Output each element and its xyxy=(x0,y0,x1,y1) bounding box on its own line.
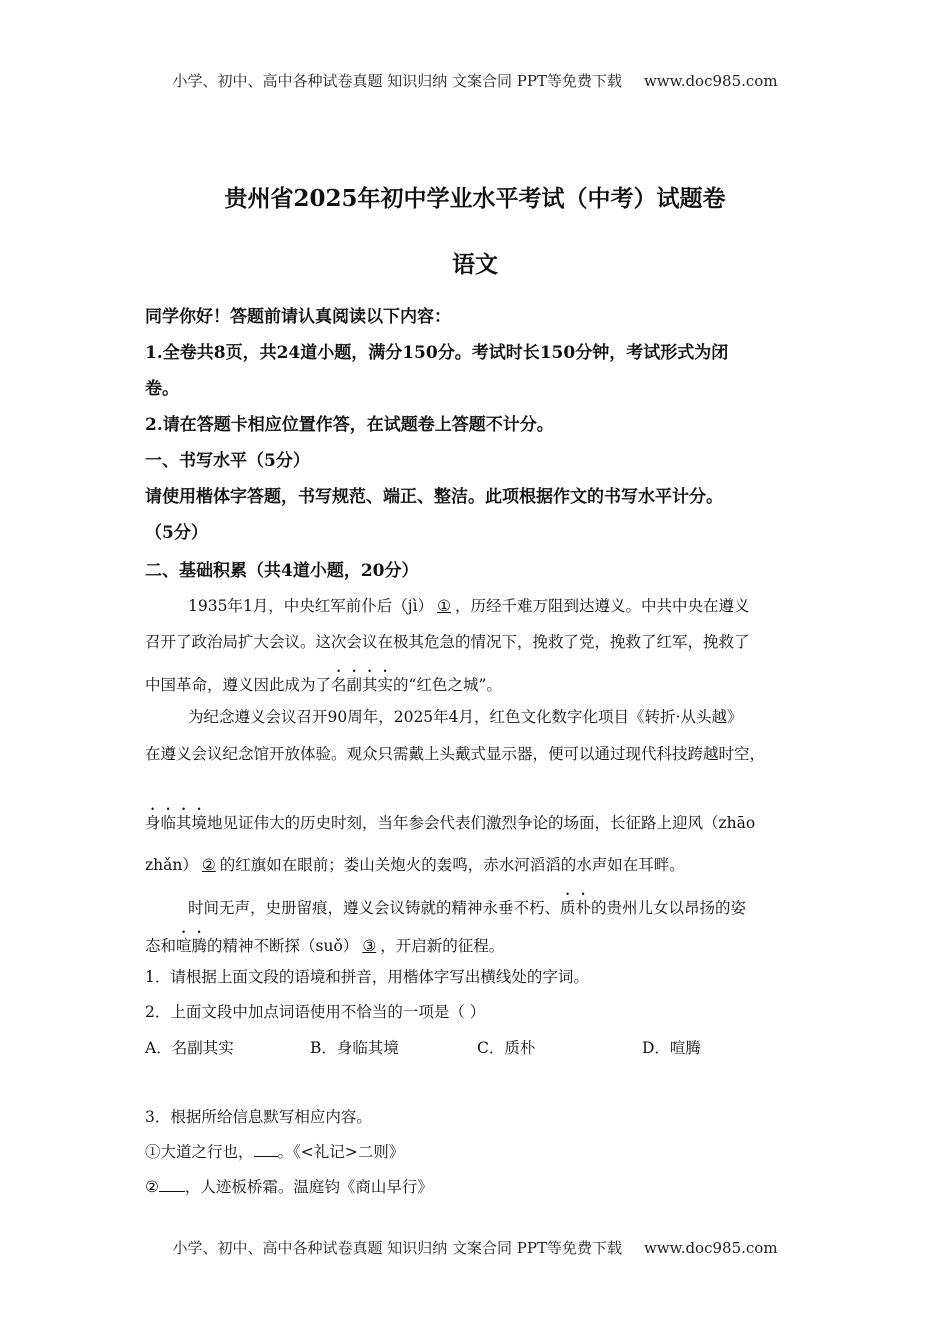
rule-1-line-a: 1.全卷共8页，共24道小题，满分150分。考试时长150分钟，考试形式为闭 xyxy=(145,343,729,363)
text-span: 。《<礼记>二则》 xyxy=(277,1143,405,1161)
text-span: 态和 xyxy=(145,937,177,955)
question-2: 2．上面文段中加点词语使用不恰当的一项是（ ） xyxy=(145,1003,486,1021)
dotted-word-mingfuqishi: 名副其实 xyxy=(331,676,394,694)
rule-1-line-b: 卷。 xyxy=(145,379,179,399)
intro-greeting: 同学你好！答题前请认真阅读以下内容： xyxy=(145,307,451,327)
option-a[interactable]: A．名副其实 xyxy=(145,1039,234,1057)
passage-p3-line1 xyxy=(188,890,746,918)
exam-title: 贵州省2025年初中学业水平考试（中考）试题卷 xyxy=(224,185,726,212)
text-span: 地见证伟大的历史时刻，当年参会代表们激烈争论的场面，长征路上迎风（zhāo xyxy=(207,814,756,832)
question-1: 1．请根据上面文段的语境和拼音，用楷体字写出横线处的字词。 xyxy=(145,968,589,986)
section1-text-a: 请使用楷体字答题，书写规范、端正、整洁。此项根据作文的书写水平计分。 xyxy=(145,487,723,507)
option-c[interactable]: C．质朴 xyxy=(477,1039,536,1057)
text-span: zhǎn） xyxy=(145,856,198,874)
passage-p1-line2: 召开了政治局扩大会议。这次会议在极其危急的情况下，挽救了党，挽救了红军，挽救了 xyxy=(145,633,750,651)
fill-blank-line xyxy=(159,1191,185,1192)
question-3: 3．根据所给信息默写相应内容。 xyxy=(145,1108,372,1126)
blank-1: ① xyxy=(437,597,451,615)
passage-p1-line1 xyxy=(188,594,750,616)
passage-p2-line2: 在遵义会议纪念馆开放体验。观众只需戴上头戴式显示器，便可以通过现代科技跨越时空， xyxy=(145,745,766,763)
option-b[interactable]: B．身临其境 xyxy=(310,1039,399,1057)
dotted-word-zhipu: 质朴 xyxy=(560,899,592,917)
text-span: ，历经千难万阻到达遵义。中共中央在遵义 xyxy=(454,597,750,615)
footer-text: 小学、初中、高中各种试卷真题 知识归纳 文案合同 PPT等免费下载 xyxy=(172,1239,622,1257)
question-3-item-1 xyxy=(145,1140,404,1162)
page-header xyxy=(0,70,950,91)
option-d[interactable]: D．喧腾 xyxy=(642,1039,701,1057)
passage-p3-line2 xyxy=(145,928,504,956)
passage-p2-line4 xyxy=(145,853,685,875)
section1-text-b: （5分） xyxy=(145,523,208,543)
dotted-word-shenlinqijing: 身临其境 xyxy=(145,814,208,832)
rule-2: 2.请在答题卡相应位置作答，在试题卷上答题不计分。 xyxy=(145,415,554,435)
text-span: 的贵州儿女以昂扬的姿 xyxy=(591,899,747,917)
header-text: 小学、初中、高中各种试卷真题 知识归纳 文案合同 PPT等免费下载 xyxy=(172,72,622,90)
passage-p2-line1: 为纪念遵义会议召开90周年，2025年4月，红色文化数字化项目《转折·从头越》 xyxy=(188,708,743,726)
text-span: ② xyxy=(145,1178,159,1196)
passage-p2-line3 xyxy=(145,805,755,833)
page-footer xyxy=(0,1237,950,1258)
section2-heading: 二、基础积累（共4道小题，20分） xyxy=(145,561,419,581)
blank-2: ② xyxy=(201,856,216,874)
passage-p1-line3 xyxy=(145,667,502,695)
blank-3: ③ xyxy=(362,937,377,955)
text-span: 的精神不断探（suǒ） xyxy=(207,937,359,955)
text-span: 时间无声，史册留痕，遵义会议铸就的精神永垂不朽、 xyxy=(188,899,561,917)
subject-title: 语文 xyxy=(452,251,498,278)
section1-heading: 一、书写水平（5分） xyxy=(145,451,310,471)
footer-url[interactable]: www.doc985.com xyxy=(643,1239,778,1257)
text-span: 1935年1月，中央红军前仆后（jì） xyxy=(188,597,434,615)
question-2-options xyxy=(145,1036,701,1058)
question-3-item-2 xyxy=(145,1175,433,1197)
text-span: ，人迹板桥霜。温庭钧《商山早行》 xyxy=(184,1178,433,1196)
text-span: ①大道之行也， xyxy=(145,1143,254,1161)
text-span: 的“红色之城”。 xyxy=(393,676,502,694)
text-span: 的红旗如在眼前；娄山关炮火的轰鸣，赤水河滔滔的水声如在耳畔。 xyxy=(219,856,685,874)
text-span: 中国革命，遵义因此成为了 xyxy=(145,676,332,694)
text-span: ，开启新的征程。 xyxy=(380,937,505,955)
header-url[interactable]: www.doc985.com xyxy=(643,72,778,90)
dotted-word-xuanteng: 喧腾 xyxy=(176,937,208,955)
fill-blank-line xyxy=(254,1156,278,1157)
